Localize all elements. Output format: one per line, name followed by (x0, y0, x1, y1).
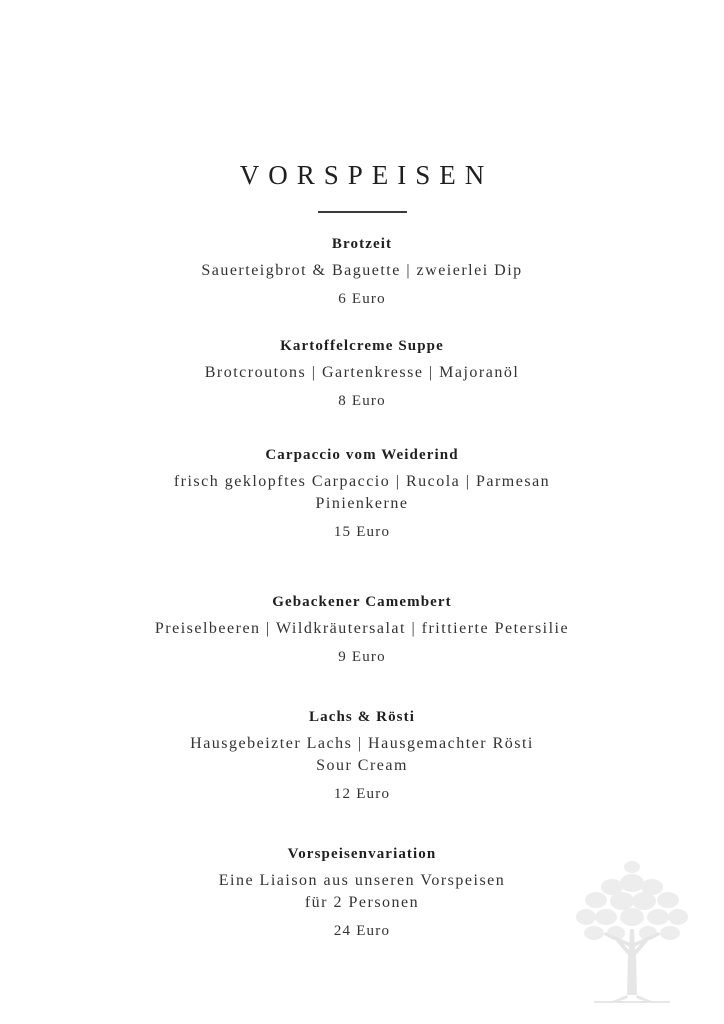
dish-description: Eine Liaison aus unseren Vorspeisen für 2 Personen (218, 872, 506, 911)
dish-price: 12 Euro (333, 786, 391, 802)
dish-price: 24 Euro (333, 923, 391, 939)
dish-description: Brotcroutons | Gartenkresse | Majoranöl (204, 364, 520, 381)
dish-name: Carpaccio vom Weiderind (265, 447, 459, 463)
dish-name: Lachs & Rösti (309, 709, 415, 725)
menu-item-carpaccio (0, 446, 724, 541)
dish-description: Preiselbeeren | Wildkräutersalat | frittierte Petersilie (154, 620, 570, 637)
dish-name: Gebackener Camembert (272, 594, 452, 610)
dish-price: 15 Euro (333, 524, 391, 540)
menu-item-lachs-roesti (0, 708, 724, 803)
dish-price: 8 Euro (338, 393, 386, 409)
menu-item-camembert (0, 593, 724, 666)
page-title: VORSPEISEN (239, 160, 494, 190)
menu-item-kartoffelcreme-suppe (0, 337, 724, 410)
dish-price: 6 Euro (338, 291, 386, 307)
dish-description: frisch geklopftes Carpaccio | Rucola | Parmesan Pinienkerne (173, 473, 551, 512)
oak-tree-icon (564, 855, 700, 1005)
dish-price: 9 Euro (338, 649, 386, 665)
dish-name: Brotzeit (331, 236, 393, 252)
title-divider (318, 211, 407, 213)
dish-name: Vorspeisenvariation (287, 846, 437, 862)
menu-item-brotzeit (0, 235, 724, 308)
dish-name: Kartoffelcreme Suppe (280, 338, 444, 354)
dish-description: Hausgebeizter Lachs | Hausgemachter Rösti Sour Cream (190, 735, 534, 774)
dish-description: Sauerteigbrot & Baguette | zweierlei Dip (201, 262, 523, 279)
